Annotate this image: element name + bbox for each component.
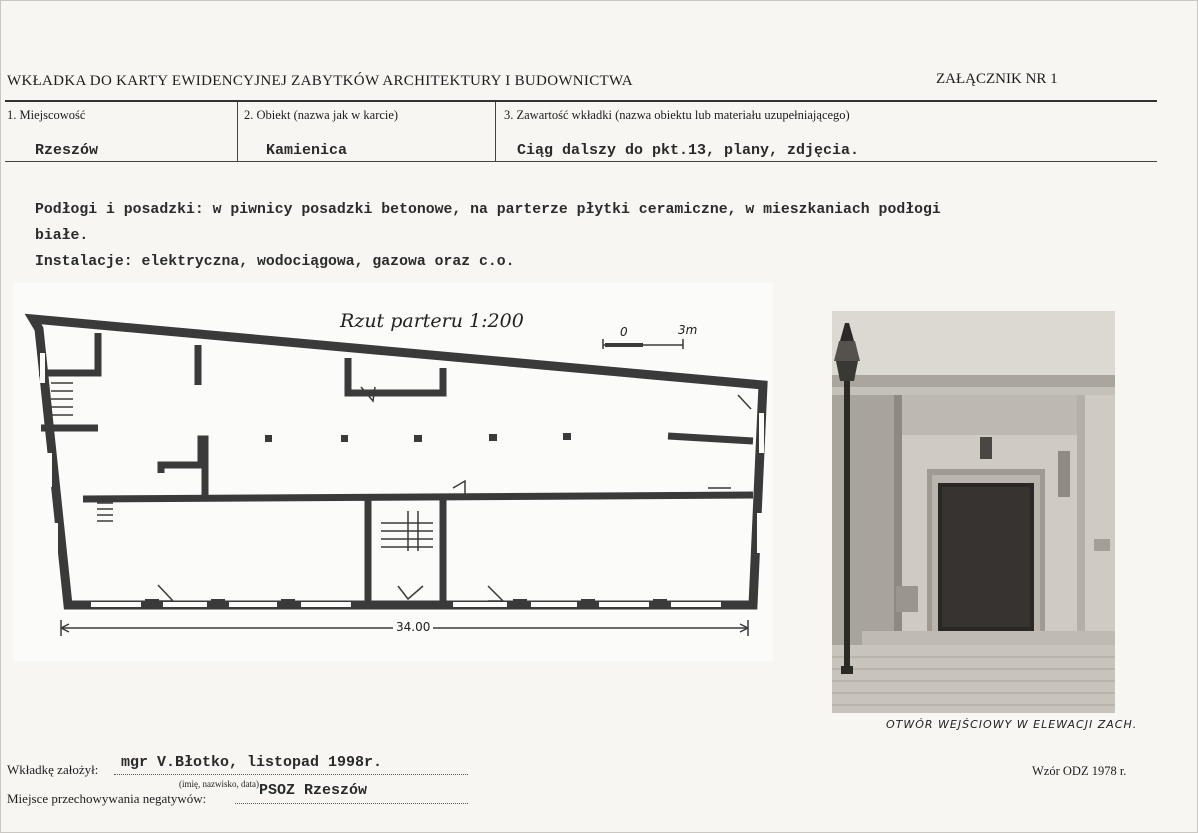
plan-title: Rzut parteru 1:200 (340, 310, 524, 332)
photo-caption: OTWÓR WEJŚCIOWY W ELEWACJI ZACH. (886, 718, 1138, 731)
description-line: białe. (35, 228, 89, 244)
field-label-object: 2. Obiekt (nazwa jak w karcie) (244, 108, 399, 122)
author-label: Wkładkę założył: (7, 762, 99, 777)
field-value-contents: Ciąg dalszy do pkt.13, plany, zdjęcia. (517, 142, 860, 159)
floor-plan-drawing (13, 283, 773, 661)
annex-number: ZAŁĄCZNIK NR 1 (936, 71, 1058, 87)
ground-floor-plan (13, 283, 773, 661)
column-divider (495, 102, 496, 161)
description-line: Instalacje: elektryczna, wodociągowa, gazowa oraz c.o. (35, 254, 515, 270)
field-label-contents: 3. Zawartość wkładki (nazwa obiektu lub materiału uzupełniającego) (504, 108, 850, 122)
entrance-photo (832, 311, 1115, 713)
typed-description (35, 197, 1135, 275)
document-title: WKŁADKA DO KARTY EWIDENCYJNEJ ZABYTKÓW ARCHITEKTURY I BUDOWNICTWA (7, 73, 633, 89)
entrance-photo-image (832, 311, 1115, 713)
storage-value: PSOZ Rzeszów (259, 782, 368, 799)
description-line: Podłogi i posadzki: w piwnicy posadzki betonowe, na parterze płytki ceramiczne, w mieszkaniach podłogi (35, 202, 941, 218)
field-value-locality: Rzeszów (35, 142, 99, 159)
header-rule (5, 100, 1157, 102)
overall-dimension: 34.00 (393, 620, 433, 634)
fields-bottom-rule (5, 161, 1157, 162)
author-dotted-line (114, 774, 468, 775)
scale-end-label: 3m (678, 323, 698, 337)
author-hint: (imię, nazwisko, data) (179, 779, 259, 789)
storage-dotted-line (235, 803, 468, 804)
form-designation: Wzór ODZ 1978 r. (1032, 764, 1127, 778)
field-value-object: Kamienica (266, 142, 348, 159)
field-label-locality: 1. Miejscowość (7, 108, 86, 122)
author-value: mgr V.Błotko, listopad 1998r. (121, 754, 383, 771)
storage-label: Miejsce przechowywania negatywów: (7, 791, 207, 806)
column-divider (237, 102, 238, 161)
scale-start-label: 0 (620, 325, 628, 339)
